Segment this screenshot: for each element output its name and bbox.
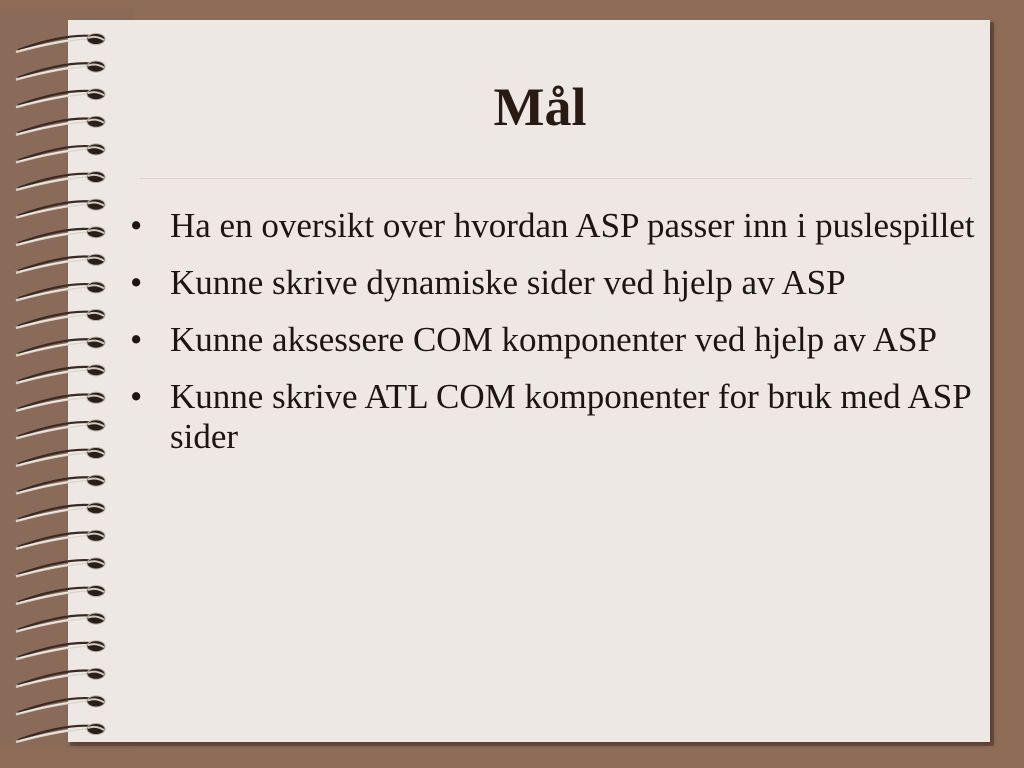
spiral-coil: [16, 172, 105, 191]
list-item: [130, 377, 980, 457]
bullet-glyph: •: [130, 320, 143, 359]
spiral-coil: [16, 696, 105, 715]
spiral-coil: [16, 613, 105, 632]
spiral-coil: [16, 641, 105, 660]
bullet-text: Ha en oversikt over hvordan ASP passer inn i puslespillet: [170, 206, 975, 245]
spiral-coil: [16, 724, 105, 743]
bullet-glyph: •: [130, 206, 143, 245]
spiral-coil: [16, 503, 105, 522]
bullet-list: [130, 206, 980, 474]
spiral-coil: [16, 227, 105, 246]
spiral-coil: [16, 530, 105, 549]
spiral-coil: [16, 199, 105, 218]
spiral-coil: [16, 475, 105, 494]
spiral-coil: [16, 586, 105, 605]
spiral-coil: [16, 558, 105, 577]
bullet-text: Kunne skrive dynamiske sider ved hjelp av ASP: [170, 263, 846, 302]
page-title: Mål: [493, 77, 587, 137]
bullet-glyph: •: [130, 377, 143, 416]
list-item: [130, 263, 980, 303]
title-divider: [140, 178, 972, 179]
spiral-coil: [16, 34, 105, 53]
spiral-coil: [16, 282, 105, 301]
spiral-coil: [16, 420, 105, 439]
spiral-coil: [16, 61, 105, 80]
bullet-text: Kunne aksessere COM komponenter ved hjelp av ASP: [170, 320, 937, 359]
spiral-coil: [16, 365, 105, 384]
spiral-coil: [16, 144, 105, 163]
bullet-glyph: •: [130, 263, 143, 302]
list-item: [130, 206, 980, 246]
spiral-coil: [16, 668, 105, 687]
spiral-coil: [16, 310, 105, 329]
bullet-text: Kunne skrive ATL COM komponenter for bruk med ASP sider: [170, 377, 971, 456]
spiral-coil: [16, 448, 105, 467]
spiral-coil: [16, 392, 105, 411]
spiral-coil: [16, 254, 105, 273]
list-item: [130, 320, 980, 360]
spiral-coil: [16, 337, 105, 356]
